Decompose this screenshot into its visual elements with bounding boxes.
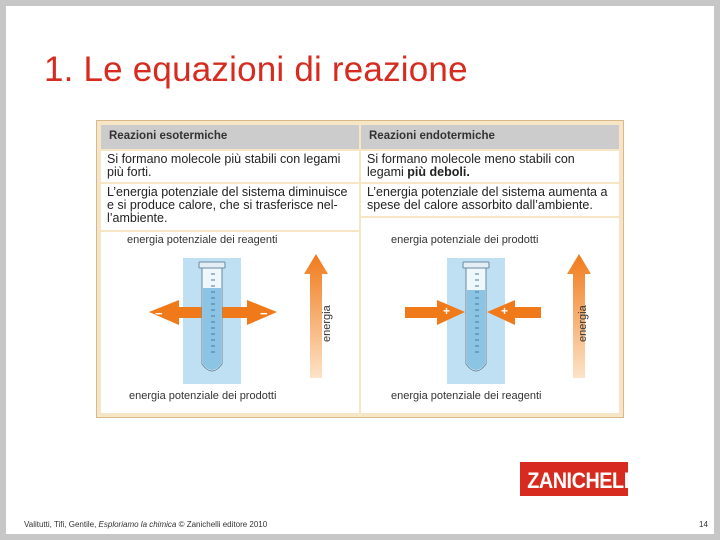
endothermic-energy-line2: spese del calore assorbito dall’ambiente.	[367, 198, 593, 212]
endothermic-drawing	[361, 218, 619, 413]
endothermic-bottom-label: energia potenziale dei reagenti	[391, 390, 542, 402]
exothermic-energy-line3: l’ambiente.	[107, 211, 168, 225]
exothermic-column	[101, 125, 359, 413]
footer-authors: Valitutti, Tifi, Gentile,	[24, 520, 99, 529]
exothermic-bonds-text	[101, 151, 359, 182]
endothermic-bonds-bold: più deboli.	[407, 165, 470, 179]
endothermic-bonds-text	[361, 151, 619, 182]
exothermic-energy-text	[101, 184, 359, 230]
endothermic-energy-text	[361, 184, 619, 216]
endothermic-energy-line1: L’energia potenziale del sistema aumenta a	[367, 185, 608, 199]
endothermic-heat-sign-left: +	[443, 304, 451, 318]
footer-credits	[24, 520, 267, 529]
endothermic-heat-sign-right: +	[501, 304, 509, 318]
reaction-figure	[96, 120, 624, 418]
exothermic-energy-axis-label: energia	[321, 305, 333, 342]
slide	[6, 6, 714, 534]
endothermic-column	[361, 125, 619, 413]
endothermic-header: Reazioni endotermiche	[361, 125, 619, 149]
exothermic-tube-liquid	[203, 288, 221, 370]
exothermic-heat-sign-right: −	[260, 306, 268, 321]
page-number: 14	[699, 520, 708, 529]
exothermic-tube-rim	[199, 262, 225, 268]
endothermic-bonds-line1: Si formano molecole meno stabili con	[367, 152, 575, 166]
exothermic-bottom-label: energia potenziale dei prodotti	[129, 390, 277, 402]
endothermic-bonds-prefix: legami	[367, 165, 408, 179]
endothermic-tube-rim	[463, 262, 489, 268]
exothermic-drawing	[101, 232, 359, 413]
exothermic-heat-sign-left: −	[155, 306, 163, 321]
endothermic-top-label: energia potenziale dei prodotti	[391, 234, 539, 246]
exothermic-top-label: energia potenziale dei reagenti	[127, 234, 278, 246]
exothermic-header: Reazioni esotermiche	[101, 125, 359, 149]
zanichelli-logo: ZANICHELLI	[520, 462, 628, 496]
slide-title: 1. Le equazioni di reazione	[44, 50, 468, 89]
exothermic-bonds-line1: Si formano molecole più stabili con legami	[107, 152, 341, 166]
exothermic-bonds-line2: più forti.	[107, 165, 152, 179]
footer-book-title: Esploriamo la chimica	[98, 520, 177, 529]
footer-publisher: © Zanichelli editore 2010	[176, 520, 268, 529]
endothermic-energy-axis-label: energia	[577, 305, 589, 342]
exothermic-energy-line1: L’energia potenziale del sistema diminuisce	[107, 185, 348, 199]
endothermic-tube-liquid	[467, 290, 485, 370]
exothermic-energy-line2: e si produce calore, che si trasferisce nel-	[107, 198, 338, 212]
endothermic-bonds-line2	[367, 166, 613, 179]
